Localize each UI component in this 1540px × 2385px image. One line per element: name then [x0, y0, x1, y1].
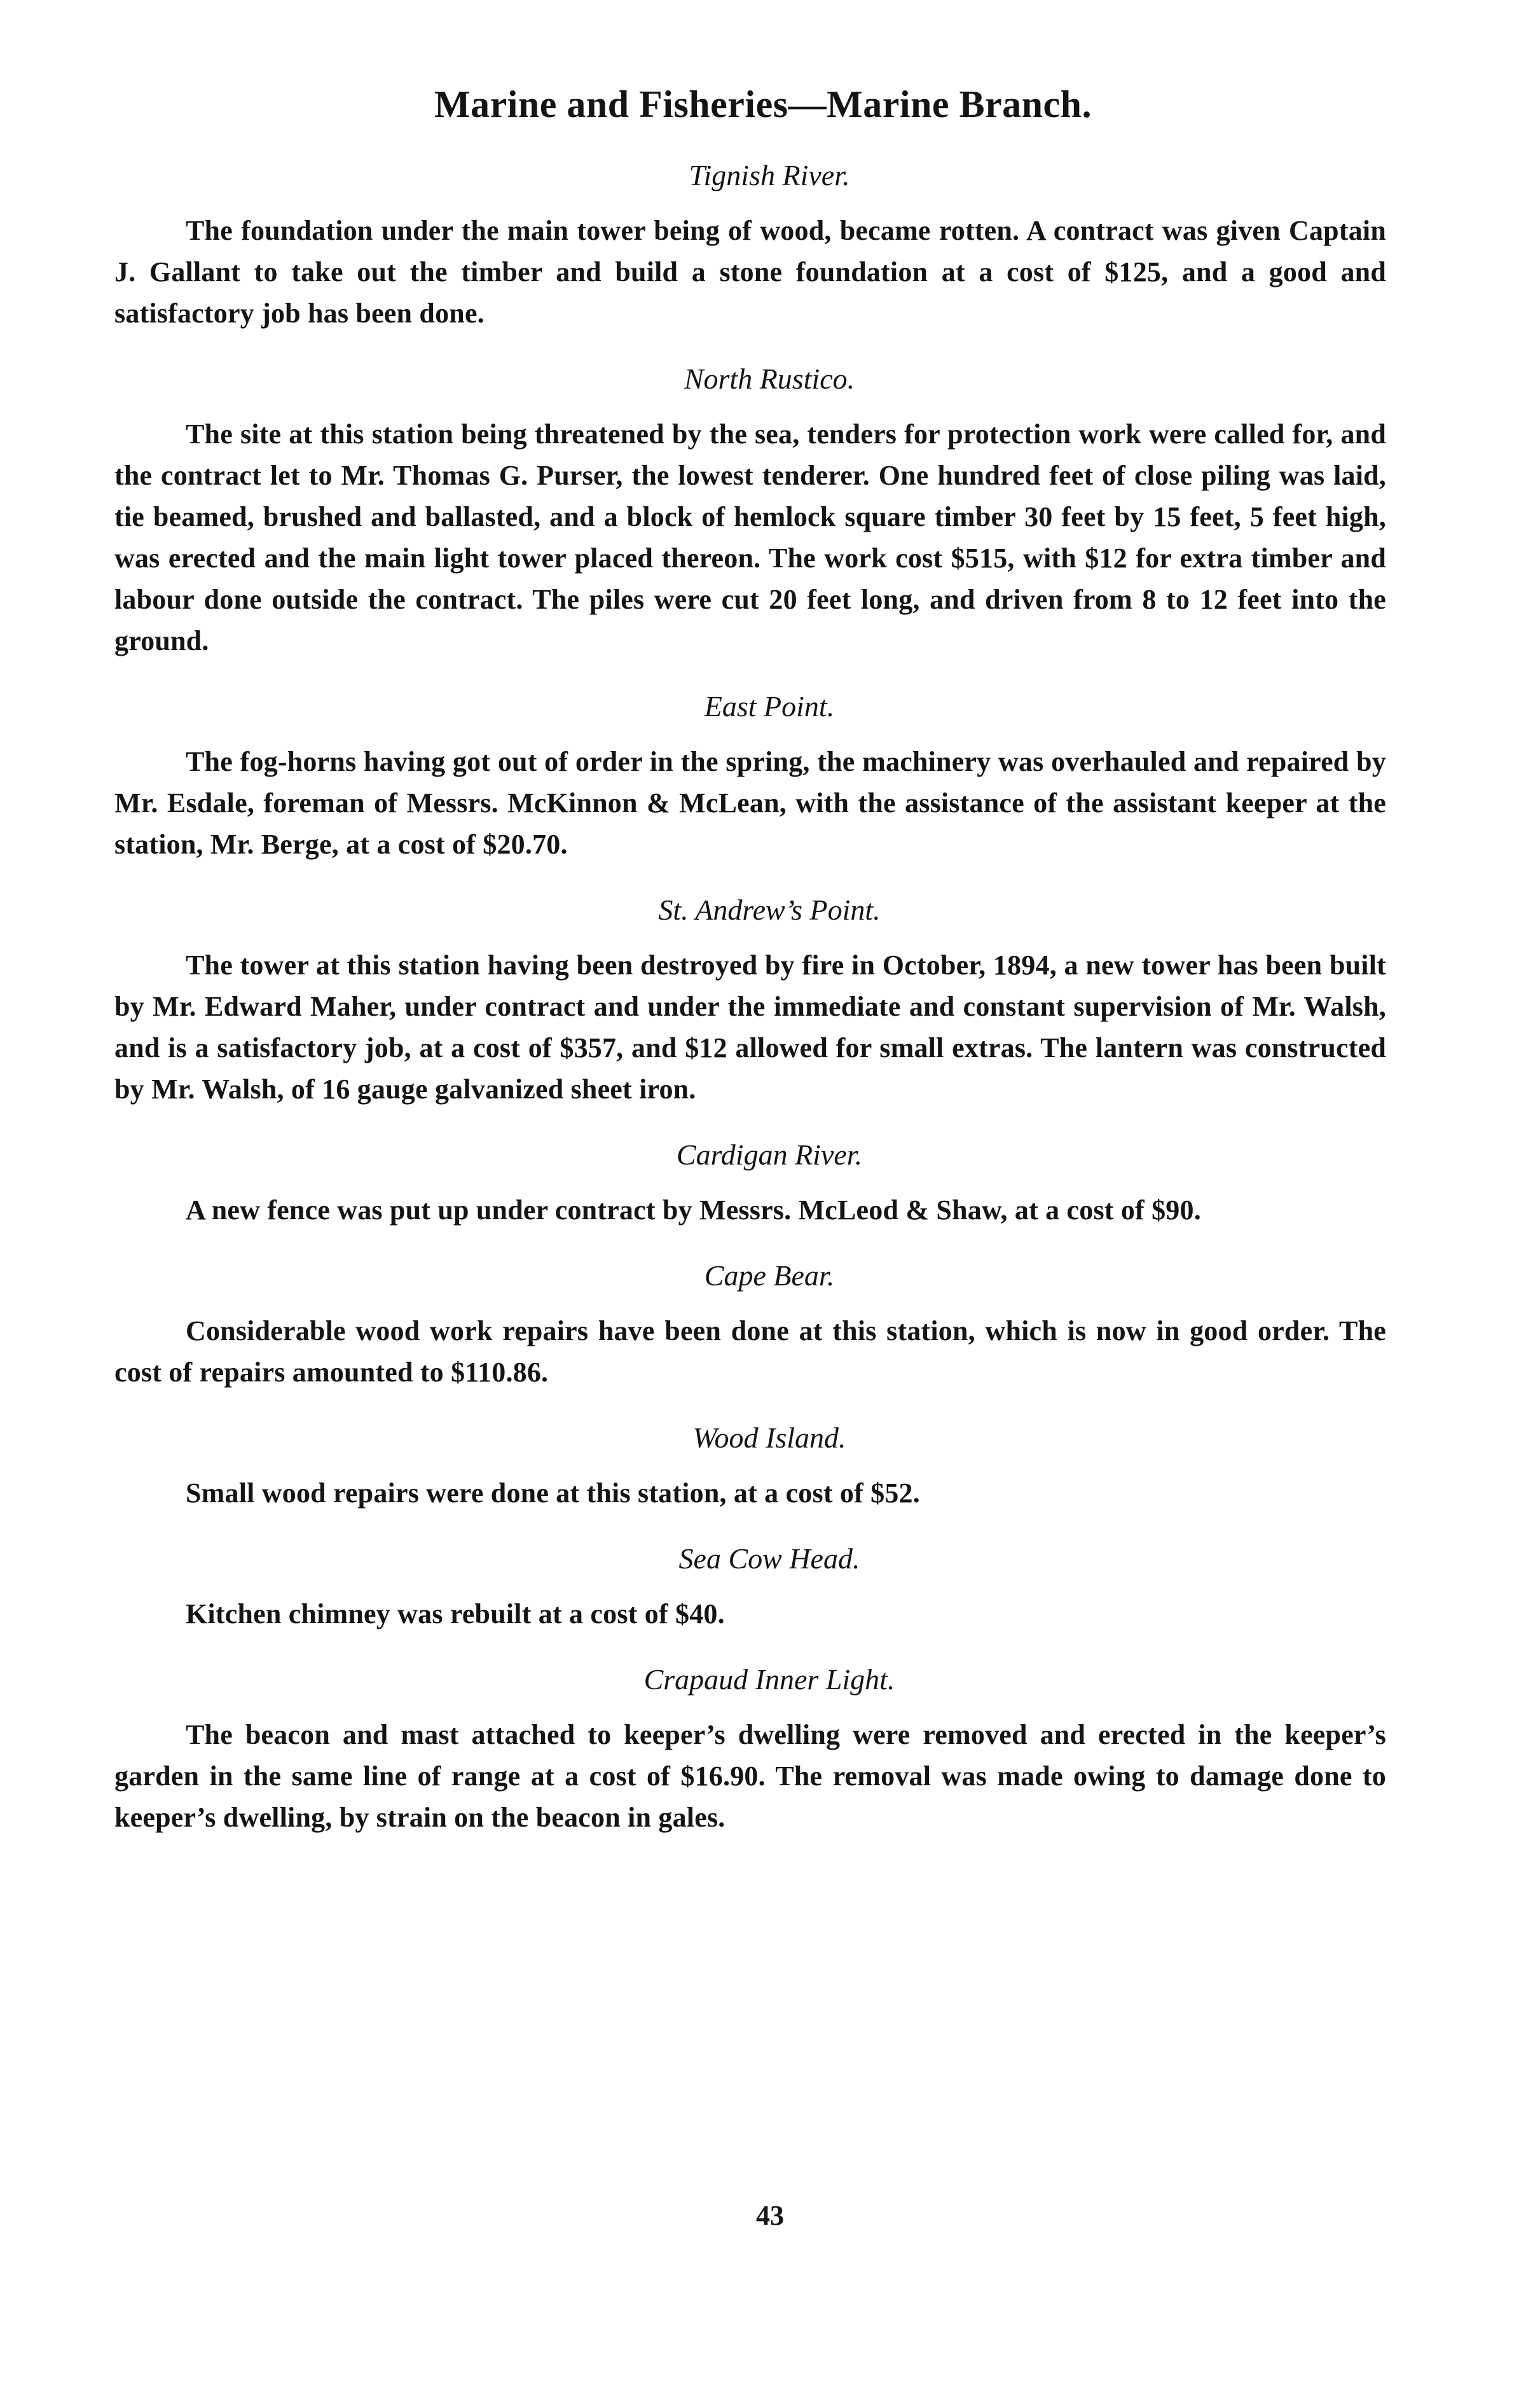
section-tignish-river — [114, 158, 1386, 334]
section-heading: East Point. — [704, 690, 835, 722]
section-st-andrews-point — [114, 893, 1386, 1110]
section-text: The tower at this station having been destroyed by fire in October, 1894, a new tower has been built by Mr. Edward Maher, under contract and under the immediate and constant supervision of Mr. Walsh, and is a satisfactory job, at a cost of $357, and $12 allowed for small extras. The lantern was constructed by Mr. Walsh, of 16 gauge galvanized sheet iron. — [114, 950, 1386, 1105]
section-text: Small wood repairs were done at this station, at a cost of $52. — [186, 1477, 920, 1509]
section-text: A new fence was put up under contract by Messrs. McLeod & Shaw, at a cost of $90. — [186, 1194, 1201, 1226]
document-page — [114, 83, 1386, 1866]
page-number: 43 — [756, 2200, 784, 2231]
section-text: Considerable wood work repairs have been done at this station, which is now in good order. The cost of repairs amounted to $110.86. — [114, 1315, 1386, 1388]
section-heading: Cape Bear. — [704, 1259, 835, 1292]
section-wood-island — [114, 1421, 1386, 1514]
section-text: Kitchen chimney was rebuilt at a cost of $40. — [186, 1598, 725, 1629]
section-text: The beacon and mast attached to keeper’s dwelling were removed and erected in the keeper’s garden in the same line of range at a cost of $16.90. The removal was made owing to damage done to keeper’s dwelling, by strain on the beacon in gales. — [114, 1719, 1386, 1833]
section-text: The fog-horns having got out of order in the spring, the machinery was overhauled and repaired by Mr. Esdale, foreman of Messrs. McKinnon & McLean, with the assistance of the assistant keeper at the station, Mr. Berge, at a cost of $20.70. — [114, 746, 1386, 860]
section-east-point — [114, 689, 1386, 865]
section-sea-cow-head — [114, 1542, 1386, 1635]
section-heading: Cardigan River. — [676, 1138, 863, 1171]
section-heading: Tignish River. — [689, 159, 850, 191]
page-title: Marine and Fisheries—Marine Branch. — [434, 83, 1092, 125]
section-heading: Wood Island. — [692, 1421, 846, 1454]
section-north-rustico — [114, 362, 1386, 661]
section-heading: St. Andrew’s Point. — [658, 894, 881, 926]
section-cape-bear — [114, 1259, 1386, 1393]
section-heading: Sea Cow Head. — [678, 1542, 860, 1575]
section-heading: North Rustico. — [684, 363, 855, 395]
section-text: The site at this station being threatened by the sea, tenders for protection work were called for, and the contract let to Mr. Thomas G. Purser, the lowest tenderer. One hundred feet of close piling was laid, tie beamed, brushed and ballasted, and a block of hemlock square timber 30 feet by 15 feet, 5 feet high, was erected and the main light tower placed thereon. The work cost $515, with $12 for extra timber and labour done outside the contract. The piles were cut 20 feet long, and driven from 8 to 12 feet into the ground. — [114, 418, 1386, 656]
section-crapaud-inner-light — [114, 1663, 1386, 1838]
section-cardigan-river — [114, 1138, 1386, 1231]
section-text: The foundation under the main tower being of wood, became rotten. A contract was given Captain J. Gallant to take out the timber and build a stone foundation at a cost of $125, and a good and satisfactory job has been done. — [114, 215, 1386, 329]
section-heading: Crapaud Inner Light. — [643, 1663, 895, 1696]
